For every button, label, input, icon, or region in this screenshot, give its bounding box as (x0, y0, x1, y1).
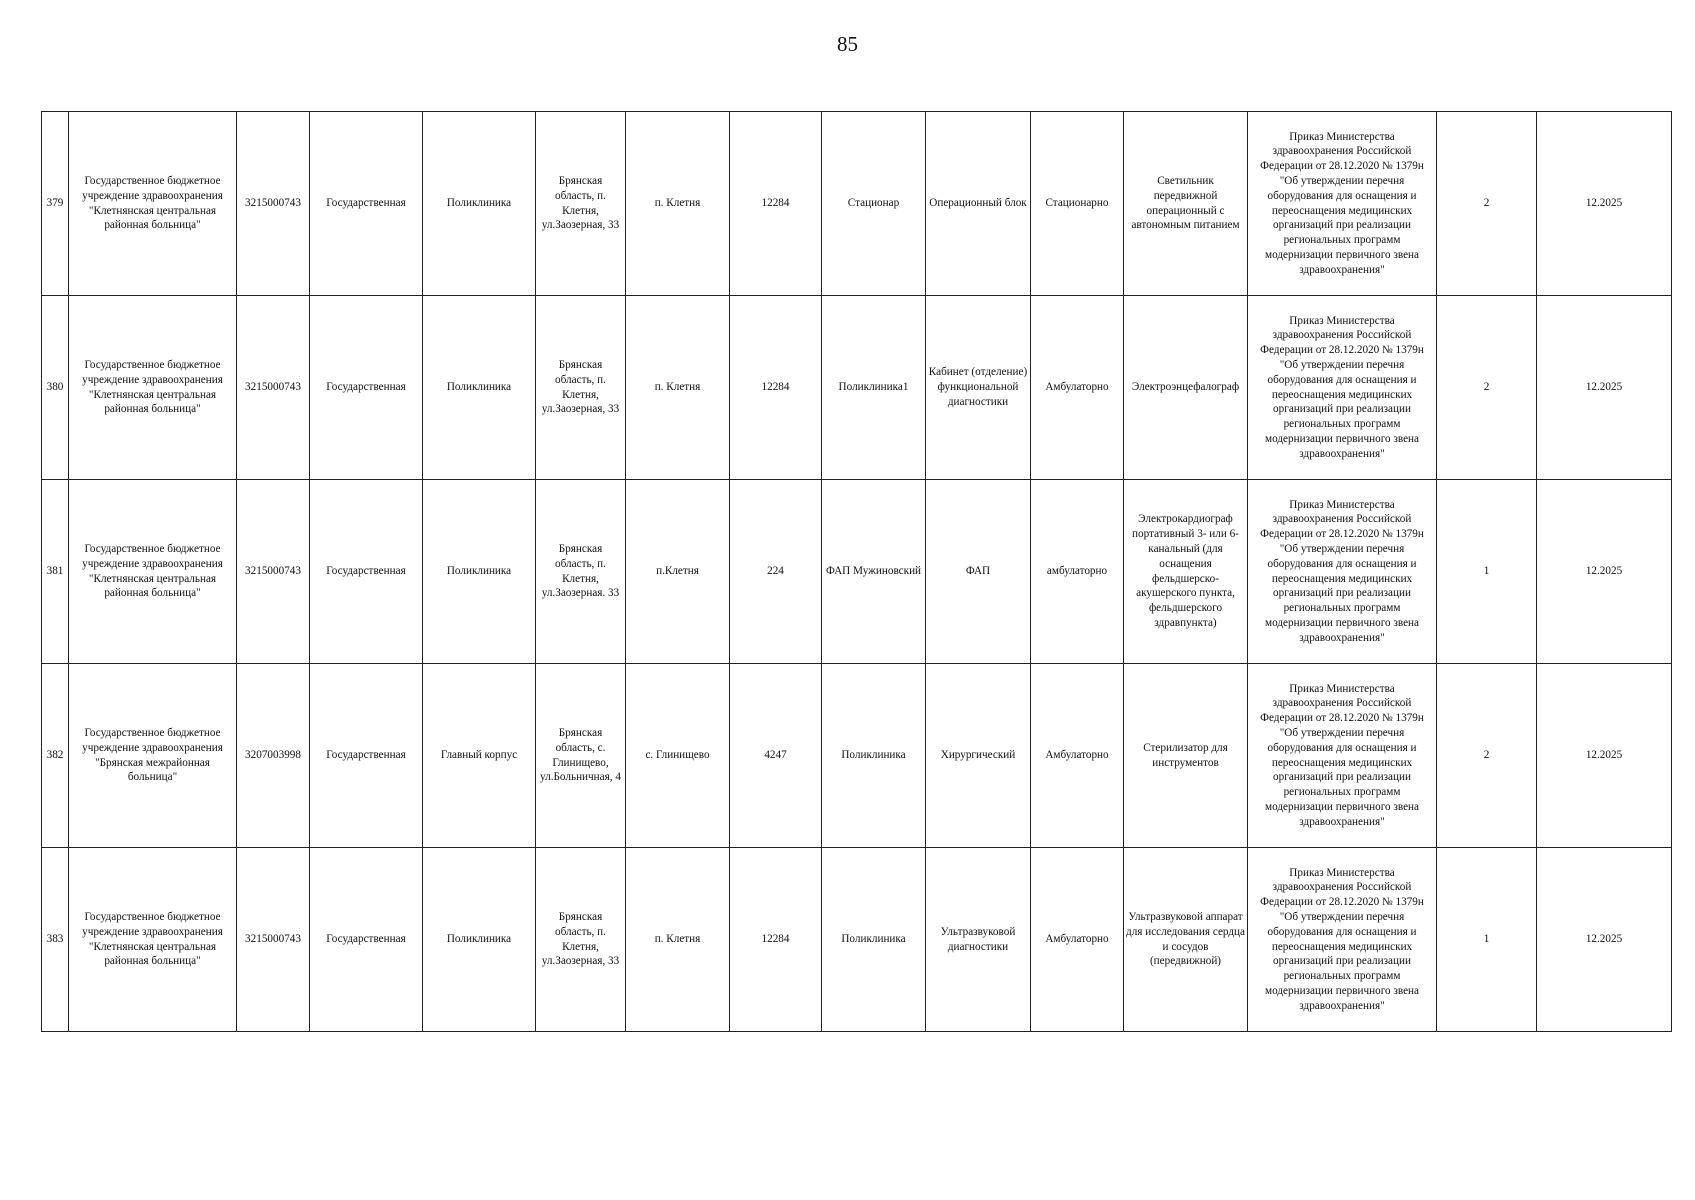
population: 12284 (730, 296, 822, 480)
regulatory-order: Приказ Министерства здравоохранения Российской Федерации от 28.12.2020 № 1379н "Об утверждении перечня оборудования для оснащения и переоснащения медицинских организаций при реализации региональных программ модернизации первичного звена здравоохранения" (1248, 296, 1437, 480)
subdivision: ФАП Мужиновский (822, 480, 926, 664)
building: Поликлиника (423, 848, 536, 1032)
inn: 3215000743 (237, 112, 310, 296)
organization-name: Государственное бюджетное учреждение здравоохранения "Брянская межрайонная больница" (69, 664, 237, 848)
ownership-form: Государственная (310, 112, 423, 296)
ownership-form: Государственная (310, 480, 423, 664)
row-number: 383 (42, 848, 69, 1032)
department: Ультразвуковой диагностики (926, 848, 1031, 1032)
department: Операционный блок (926, 112, 1031, 296)
settlement: с. Глинищево (626, 664, 730, 848)
row-number: 381 (42, 480, 69, 664)
settlement: п. Клетня (626, 848, 730, 1032)
organization-name: Государственное бюджетное учреждение здравоохранения "Клетнянская центральная районная больница" (69, 296, 237, 480)
settlement: п. Клетня (626, 296, 730, 480)
table-row (42, 848, 1672, 1032)
quantity: 2 (1437, 112, 1537, 296)
address: Брянская область, п. Клетня, ул.Заозерная. 33 (536, 480, 626, 664)
delivery-date: 12.2025 (1537, 848, 1672, 1032)
address: Брянская область, п. Клетня, ул.Заозерная, 33 (536, 296, 626, 480)
care-form: Амбулаторно (1031, 848, 1124, 1032)
equipment-register-table (41, 111, 1672, 1032)
quantity: 1 (1437, 848, 1537, 1032)
population: 12284 (730, 112, 822, 296)
care-form: Амбулаторно (1031, 296, 1124, 480)
row-number: 379 (42, 112, 69, 296)
ownership-form: Государственная (310, 848, 423, 1032)
department: Кабинет (отделение) функциональной диагностики (926, 296, 1031, 480)
subdivision: Поликлиника1 (822, 296, 926, 480)
ownership-form: Государственная (310, 296, 423, 480)
settlement: п.Клетня (626, 480, 730, 664)
delivery-date: 12.2025 (1537, 112, 1672, 296)
population: 4247 (730, 664, 822, 848)
care-form: Стационарно (1031, 112, 1124, 296)
equipment-name: Светильник передвижной операционный с автономным питанием (1124, 112, 1248, 296)
regulatory-order: Приказ Министерства здравоохранения Российской Федерации от 28.12.2020 № 1379н "Об утверждении перечня оборудования для оснащения и переоснащения медицинских организаций при реализации региональных программ модернизации первичного звена здравоохранения" (1248, 848, 1437, 1032)
table-row (42, 664, 1672, 848)
inn: 3215000743 (237, 480, 310, 664)
quantity: 2 (1437, 296, 1537, 480)
care-form: амбулаторно (1031, 480, 1124, 664)
regulatory-order: Приказ Министерства здравоохранения Российской Федерации от 28.12.2020 № 1379н "Об утверждении перечня оборудования для оснащения и переоснащения медицинских организаций при реализации региональных программ модернизации первичного звена здравоохранения" (1248, 664, 1437, 848)
delivery-date: 12.2025 (1537, 664, 1672, 848)
care-form: Амбулаторно (1031, 664, 1124, 848)
table-row (42, 296, 1672, 480)
population: 12284 (730, 848, 822, 1032)
building: Поликлиника (423, 112, 536, 296)
equipment-name: Ультразвуковой аппарат для исследования сердца и сосудов (передвижной) (1124, 848, 1248, 1032)
quantity: 2 (1437, 664, 1537, 848)
organization-name: Государственное бюджетное учреждение здравоохранения "Клетнянская центральная районная больница" (69, 480, 237, 664)
equipment-name: Электрокардиограф портативный 3- или 6-канальный (для оснащения фельдшерско-акушерского пункта, фельдшерского здравпункта) (1124, 480, 1248, 664)
row-number: 380 (42, 296, 69, 480)
population: 224 (730, 480, 822, 664)
row-number: 382 (42, 664, 69, 848)
delivery-date: 12.2025 (1537, 296, 1672, 480)
regulatory-order: Приказ Министерства здравоохранения Российской Федерации от 28.12.2020 № 1379н "Об утверждении перечня оборудования для оснащения и переоснащения медицинских организаций при реализации региональных программ модернизации первичного звена здравоохранения" (1248, 112, 1437, 296)
subdivision: Поликлиника (822, 664, 926, 848)
department: Хирургический (926, 664, 1031, 848)
quantity: 1 (1437, 480, 1537, 664)
subdivision: Поликлиника (822, 848, 926, 1032)
department: ФАП (926, 480, 1031, 664)
table-row (42, 480, 1672, 664)
delivery-date: 12.2025 (1537, 480, 1672, 664)
building: Поликлиника (423, 480, 536, 664)
equipment-name: Стерилизатор для инструментов (1124, 664, 1248, 848)
ownership-form: Государственная (310, 664, 423, 848)
regulatory-order: Приказ Министерства здравоохранения Российской Федерации от 28.12.2020 № 1379н "Об утверждении перечня оборудования для оснащения и переоснащения медицинских организаций при реализации региональных программ модернизации первичного звена здравоохранения" (1248, 480, 1437, 664)
address: Брянская область, п. Клетня, ул.Заозерная, 33 (536, 848, 626, 1032)
building: Главный корпус (423, 664, 536, 848)
table-row (42, 112, 1672, 296)
address: Брянская область, п. Клетня, ул.Заозерная, 33 (536, 112, 626, 296)
inn: 3207003998 (237, 664, 310, 848)
organization-name: Государственное бюджетное учреждение здравоохранения "Клетнянская центральная районная больница" (69, 848, 237, 1032)
equipment-name: Электроэнцефалограф (1124, 296, 1248, 480)
settlement: п. Клетня (626, 112, 730, 296)
page-number: 85 (837, 32, 858, 56)
building: Поликлиника (423, 296, 536, 480)
organization-name: Государственное бюджетное учреждение здравоохранения "Клетнянская центральная районная больница" (69, 112, 237, 296)
address: Брянская область, с. Глинищево, ул.Больничная, 4 (536, 664, 626, 848)
inn: 3215000743 (237, 848, 310, 1032)
subdivision: Стационар (822, 112, 926, 296)
inn: 3215000743 (237, 296, 310, 480)
